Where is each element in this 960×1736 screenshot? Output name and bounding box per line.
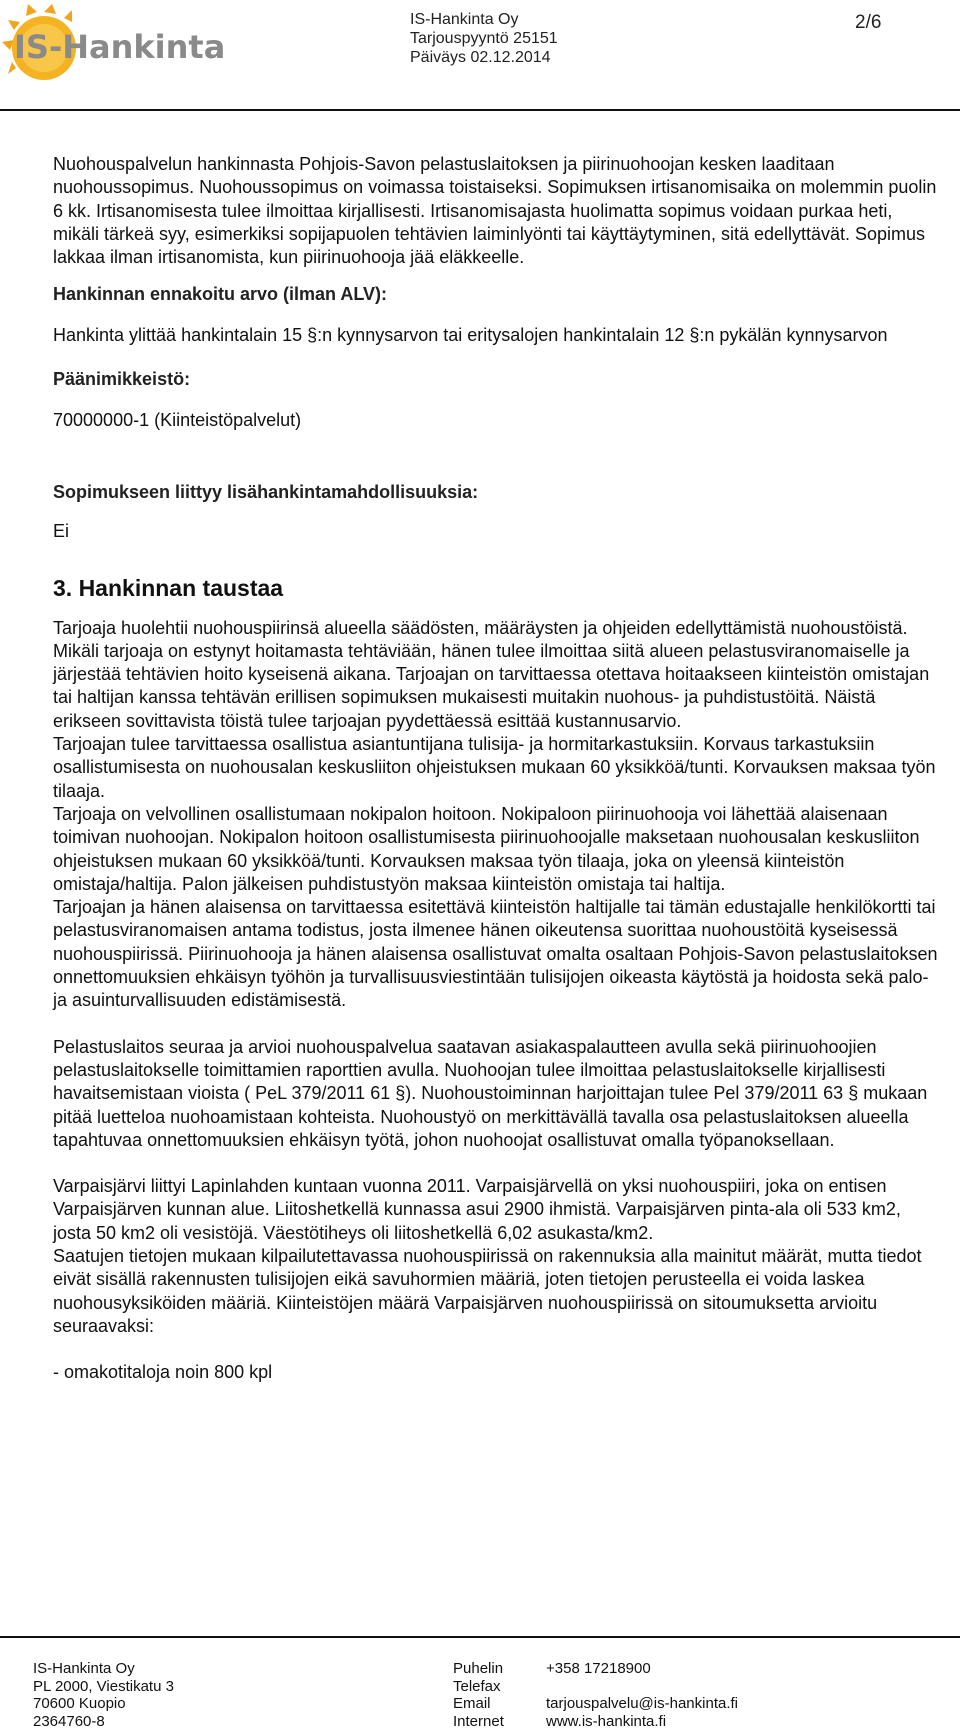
paragraph-additional-procurement: Ei (53, 520, 70, 541)
footer-label-fax: Telefax (453, 1677, 501, 1695)
footer-email[interactable]: tarjouspalvelu@is-hankinta.fi (546, 1695, 738, 1712)
footer-label-phone: Puhelin (453, 1660, 504, 1677)
svg-text:IS-Hankinta: IS-Hankinta (14, 28, 226, 66)
footer-street: PL 2000, Viestikatu 3 (33, 1677, 174, 1695)
header-tender-number: Tarjouspyyntö 25151 (410, 30, 558, 47)
header-company: IS-Hankinta Oy (410, 11, 519, 28)
paragraph-background-5: Pelastuslaitos seuraa ja arvioi nuohouspalvelua saatavan asiakaspalautteen avulla sekä piirinuohoojien pelastuslaitokselle toimittamien raporttien avulla. Nuohoojan tulee ilmoittaa pelastuslaitokselle kirjallisesti havaitsemistaan vioista ( PeL 379/2011 61 §). Nuohoustoiminnan harjoittajan tulee Pel 379/2011 63 § mukaan pitää luetteloa nuohoamistaan kohteista. Nuohoustyö on merkittävällä tavalla osa pelastuslaitoksen alueella tapahtuvaa onnettomuuksien ehkäisyn työtä, johon nuohoojat osallistuvat omalla työpanoksellaan. (53, 1036, 928, 1150)
footer-contact-values (546, 1660, 738, 1730)
header-divider (0, 109, 960, 111)
paragraph-contract: Nuohouspalvelun hankinnasta Pohjois-Savon pelastuslaitoksen ja piirinuohoojan kesken laaditaan nuohoussopimus. Nuohoussopimus on voimassa toistaiseksi. Sopimuksen irtisanomisaika on molemmin puolin 6 kk. Irtisanomisesta tulee ilmoittaa kirjallisesti. Irtisanomisajasta huolimatta sopimus voidaan purkaa heti, mikäli tärkeä syy, esimerkiksi sopijapuolen tehtävien laiminlyönti tai käyttäytyminen, sitä edellyttävät. Sopimus lakkaa ilman irtisanomista, kun piirinuohooja jää eläkkeelle. (53, 154, 937, 268)
footer-company: IS-Hankinta Oy (33, 1660, 135, 1677)
footer-address (33, 1660, 174, 1730)
document-body (53, 153, 943, 1384)
paragraph-background-7: Saatujen tietojen mukaan kilpailutettavassa nuohouspiirissä on rakennuksia alla mainitut määrät, mutta tiedot eivät sisällä rakennusten tulisijojen eikä savuhormien määriä, joten tietojen perusteella ei voida laskea nuohousyksiköiden määriä. Kiinteistöjen määrä Varpaisjärven nuohouspiirissä on sitoumuksetta arvioitu seuraavaksi: (53, 1245, 922, 1336)
header-date: Päiväys 02.12.2014 (410, 49, 551, 66)
paragraph-background-2: Tarjoajan tulee tarvittaessa osallistua asiantuntijana tulisija- ja hormitarkastuksiin. Korvaus tarkastuksiin osallistumisesta on nuohousalan keskusliiton ohjeistuksen mukaan 60 yksikköä/tunti. Korvauksen maksaa työn tilaaja. (53, 734, 936, 801)
footer-business-id: 2364760-8 (33, 1712, 105, 1730)
is-hankinta-logo (4, 2, 226, 92)
page-number: 2/6 (855, 12, 882, 33)
section-heading-background: 3. Hankinnan taustaa (53, 575, 284, 602)
footer-city: 70600 Kuopio (33, 1695, 126, 1712)
footer-label-email: Email (453, 1695, 491, 1712)
paragraph-main-classification: 70000000-1 (Kiinteistöpalvelut) (53, 410, 302, 431)
header-block (410, 10, 558, 67)
paragraph-background-1: Tarjoaja huolehtii nuohouspiirinsä alueella säädösten, määräysten ja ohjeiden edellyttämistä nuohoustöistä. Mikäli tarjoaja on estynyt hoitamasta tehtäviään, hänen tulee ilmoittaa siitä alueen pelastusviranomaiselle ja järjestää tehtävien hoito kyseisenä aikana. Tarjoajan on tarvittaessa otettava hoitaakseen kiinteistön omistajan tai haltijan kanssa tehtävän erillisen sopimuksen mukaisesti muitakin nuohous- ja puhdistustöitä. Näistä erikseen sovittavista töistä tulee tarjoajan pyydettäessä esittää kustannusarvio. (53, 617, 930, 731)
footer-website[interactable]: www.is-hankinta.fi (546, 1712, 667, 1730)
footer-contact-labels (453, 1660, 504, 1730)
footer-divider (0, 1636, 960, 1638)
footer-phone: +358 17218900 (546, 1660, 651, 1677)
heading-additional-procurement: Sopimukseen liittyy lisähankintamahdollisuuksia: (53, 481, 479, 502)
heading-main-classification: Päänimikkeistö: (53, 369, 191, 390)
paragraph-estimated-value: Hankinta ylittää hankintalain 15 §:n kynnysarvon tai eritysalojen hankintalain 12 §:n pykälän kynnysarvon (53, 324, 888, 345)
list-item-houses: - omakotitaloja noin 800 kpl (53, 1362, 273, 1383)
paragraph-background-3: Tarjoaja on velvollinen osallistumaan nokipalon hoitoon. Nokipaloon piirinuohooja voi lähettää alaisenaan toimivan nuohoojan. Nokipalon hoitoon osallistumisesta piirinuohoojalle maksetaan nuohousalan keskusliiton ohjeistuksen mukaan 60 yksikköä/tunti. Korvauksen maksaa työn tilaaja, joka on yleensä kiinteistön omistaja/haltija. Palon jälkeisen puhdistustyön maksaa kiinteistön omistaja tai haltija. (53, 803, 920, 894)
paragraph-background-4: Tarjoajan ja hänen alaisensa on tarvittaessa esitettävä kiinteistön haltijalle tai tämän edustajalle henkilökortti tai pelastusviranomaisen antama todistus, josta ilmenee hänen oikeutensa suorittaa nuohoustöitä kyseisessä nuohouspiirissä. Piirinuohooja ja hänen alaisensa osallistuvat omalta osaltaan Pohjois-Savon pelastuslaitoksen onnettomuuksien ehkäisyn työhön ja turvallisuusviestintään tulisijojen oikeasta käytöstä ja hoidosta sekä palo- ja asuinturvallisuuden edistämisestä. (53, 897, 938, 1011)
heading-estimated-value: Hankinnan ennakoitu arvo (ilman ALV): (53, 284, 388, 305)
paragraph-background-6: Varpaisjärvi liittyi Lapinlahden kuntaan vuonna 2011. Varpaisjärvellä on yksi nuohouspiiri, joka on entisen Varpaisjärven kunnan alue. Liitoshetkellä kunnassa asui 2900 ihmistä. Varpaisjärven pinta-ala oli 533 km2, josta 50 km2 oli vesistöjä. Väestötiheys oli liitoshetkellä 6,02 asukasta/km2. (53, 1176, 901, 1243)
footer-fax (546, 1678, 738, 1696)
footer-label-internet: Internet (453, 1712, 504, 1730)
